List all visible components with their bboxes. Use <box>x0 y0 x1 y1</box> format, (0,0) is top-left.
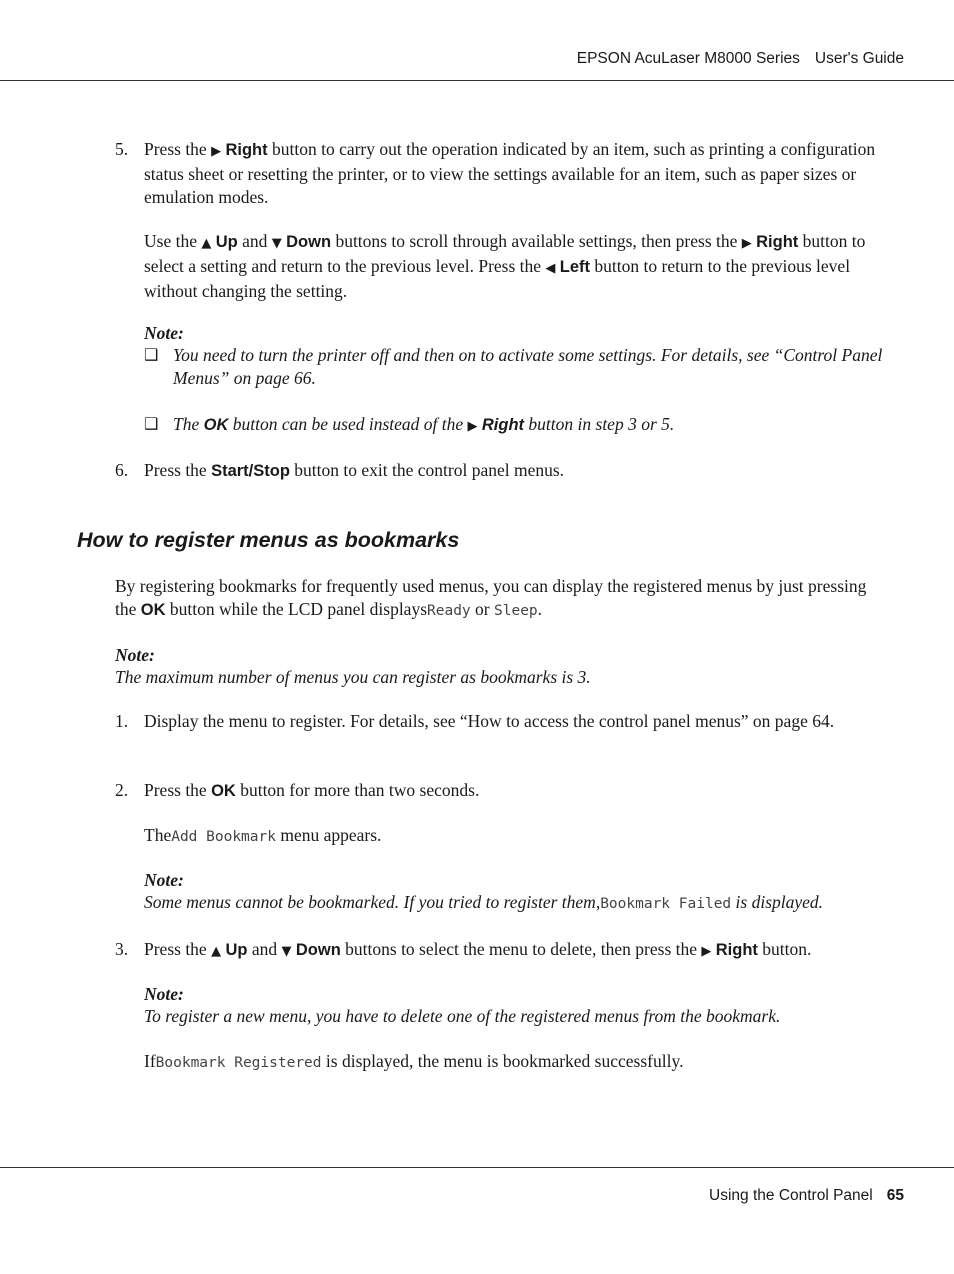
right-arrow-icon: ▶ <box>211 144 222 159</box>
lcd-sleep-text: Sleep <box>494 603 538 619</box>
lcd-bookmark-registered-text: Bookmark Registered <box>155 1055 322 1071</box>
footer-section: Using the Control Panel <box>709 1187 873 1204</box>
page-number: 65 <box>886 1187 904 1204</box>
section-note: The maximum number of menus you can register as bookmarks is 3. <box>115 667 591 687</box>
bookmark-step-3-result: IfBookmark Registered is displayed, the menu is bookmarked successfully. <box>144 1051 684 1071</box>
right-arrow-icon: ▶ <box>467 419 478 434</box>
right-button-label: Right <box>481 416 525 434</box>
lcd-ready-text: Ready <box>427 603 471 619</box>
left-button-label: Left <box>559 258 591 276</box>
bookmark-step-2-number: 2. <box>115 780 129 800</box>
page-footer <box>709 1187 904 1205</box>
bookmark-step-3-number: 3. <box>115 939 129 959</box>
step-5-paragraph: Press the ▶ Right button to carry out the operation indicated by an item, such as printing a configuration status sheet or resetting the printer, or to view the settings available for an item, such as paper sizes or emulation modes. <box>144 139 876 207</box>
bookmark-step-1-number: 1. <box>115 711 129 731</box>
checkbox-bullet-icon: ❑ <box>144 345 159 364</box>
bookmark-step-3-text: Press the ▲ Up and ▼ Down buttons to select the menu to delete, then press the ▶ Right button. <box>144 939 812 959</box>
header-guide: User's Guide <box>814 50 904 67</box>
step-6-number: 6. <box>115 460 129 480</box>
step-5-note-item-2: The OK button can be used instead of the ▶ Right button in step 3 or 5. <box>173 414 675 434</box>
section-note-label: Note: <box>115 645 155 665</box>
bookmark-step-2-note: Some menus cannot be bookmarked. If you tried to register them,Bookmark Failed is displayed. <box>144 892 824 912</box>
section-intro: By registering bookmarks for frequently used menus, you can display the registered menus by just pressing the OK button while the LCD panel displaysReady or Sleep. <box>115 576 867 619</box>
step-5-number: 5. <box>115 139 129 159</box>
up-button-label: Up <box>225 941 248 959</box>
bookmark-step-1-text: Display the menu to register. For details, see “How to access the control panel menus” on page 64. <box>144 711 835 731</box>
footer-rule <box>0 1167 954 1168</box>
right-arrow-icon: ▶ <box>701 944 712 959</box>
right-button-label: Right <box>225 141 268 159</box>
right-button-label: Right <box>756 233 799 251</box>
bookmark-step-2-result: TheAdd Bookmark menu appears. <box>144 825 382 845</box>
step-5-note-item-1: You need to turn the printer off and then on to activate some settings. For details, see “Control Panel Menus” on page 66. <box>173 345 883 388</box>
section-heading: How to register menus as bookmarks <box>77 528 460 552</box>
header-rule <box>0 80 954 81</box>
down-arrow-icon: ▼ <box>281 944 292 959</box>
ok-button-label: OK <box>203 416 229 434</box>
step-5-note-label: Note: <box>144 323 184 343</box>
bookmark-step-2-text: Press the OK button for more than two seconds. <box>144 780 480 800</box>
left-arrow-icon: ◀ <box>545 261 556 276</box>
step-6-paragraph: Press the Start/Stop button to exit the control panel menus. <box>144 460 565 480</box>
up-arrow-icon: ▲ <box>211 944 222 959</box>
right-arrow-icon: ▶ <box>741 236 752 251</box>
page-header <box>577 50 904 68</box>
right-button-label: Right <box>715 941 758 959</box>
down-button-label: Down <box>286 233 332 251</box>
ok-button-label: OK <box>211 782 236 800</box>
down-button-label: Down <box>295 941 341 959</box>
lcd-bookmark-failed-text: Bookmark Failed <box>600 896 732 912</box>
bookmark-step-3-note-label: Note: <box>144 984 184 1004</box>
up-arrow-icon: ▲ <box>201 236 212 251</box>
bookmark-step-2-note-label: Note: <box>144 870 184 890</box>
ok-button-label: OK <box>140 601 166 619</box>
checkbox-bullet-icon: ❑ <box>144 414 159 433</box>
step-5-scroll-paragraph: Use the ▲ Up and ▼ Down buttons to scroll through available settings, then press the ▶ Right button to select a setting and return to the previous level. Press the ◀ Left button to return to the previous level without changing the setting. <box>144 231 866 301</box>
lcd-add-bookmark-text: Add Bookmark <box>171 829 276 845</box>
bookmark-step-3-note: To register a new menu, you have to delete one of the registered menus from the bookmark. <box>144 1006 781 1026</box>
header-product: EPSON AcuLaser M8000 Series <box>576 50 800 67</box>
down-arrow-icon: ▼ <box>271 236 282 251</box>
start-stop-button-label: Start/Stop <box>211 462 290 480</box>
up-button-label: Up <box>215 233 238 251</box>
